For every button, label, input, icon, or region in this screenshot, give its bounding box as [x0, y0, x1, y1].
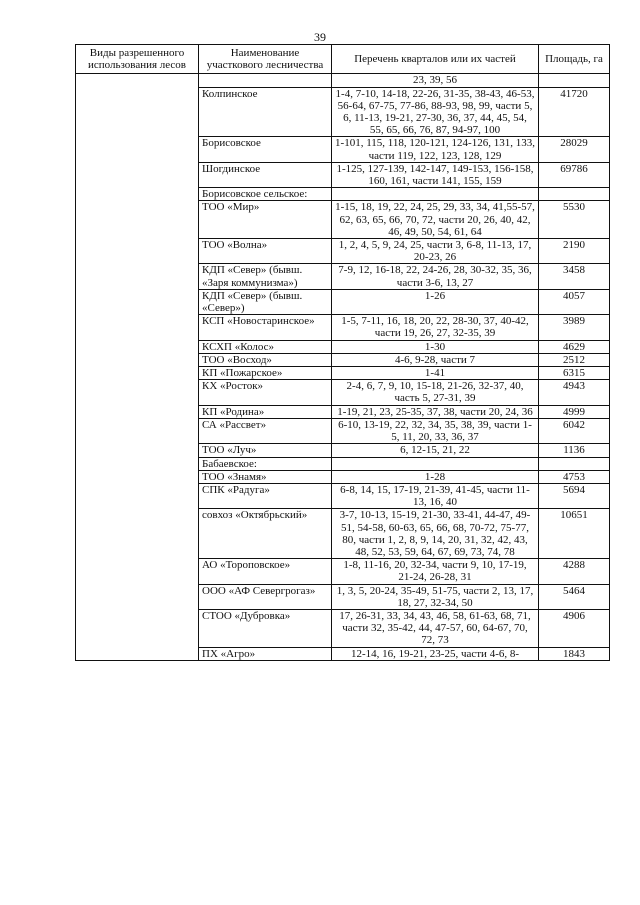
quarters-cell: 3-7, 10-13, 15-19, 21-30, 33-41, 44-47, 49-51, 54-58, 60-63, 65, 66, 68, 70-72, 75-77, 80, части 1, 2, 8, 9, 14, 20, 31, 32, 42, 43, 48, 52, 53, 59, 64, 67, 69, 73, 74, 78: [332, 509, 539, 559]
forestry-name-cell: Борисовское: [199, 137, 332, 162]
quarters-cell: 1-15, 18, 19, 22, 24, 25, 29, 33, 34, 41,55-57, 62, 63, 65, 66, 70, 72, части 20, 26, 40, 42, 46, 49, 50, 54, 61, 64: [332, 201, 539, 239]
quarters-cell: [332, 457, 539, 470]
forestry-name-cell: ТОО «Луч»: [199, 444, 332, 457]
forestry-name-cell: КП «Родина»: [199, 405, 332, 418]
table-body: [76, 74, 610, 660]
forestry-name-cell: КХ «Росток»: [199, 380, 332, 405]
area-cell: 5694: [539, 483, 610, 508]
area-cell: 2190: [539, 239, 610, 264]
quarters-cell: 1-125, 127-139, 142-147, 149-153, 156-158, 160, 161, части 141, 155, 159: [332, 162, 539, 187]
quarters-cell: 1-26: [332, 289, 539, 314]
forestry-name-cell: [199, 74, 332, 87]
quarters-cell: 4-6, 9-28, части 7: [332, 353, 539, 366]
area-cell: 4288: [539, 559, 610, 584]
forestry-name-cell: совхоз «Октябрьский»: [199, 509, 332, 559]
quarters-cell: 1-30: [332, 340, 539, 353]
area-cell: 41720: [539, 87, 610, 137]
forestry-name-cell: КДП «Север» (бывш. «Заря коммунизма»): [199, 264, 332, 289]
quarters-cell: 23, 39, 56: [332, 74, 539, 87]
quarters-cell: 6, 12-15, 21, 22: [332, 444, 539, 457]
area-cell: [539, 188, 610, 201]
quarters-cell: 17, 26-31, 33, 34, 43, 46, 58, 61-63, 68, 71, части 32, 35-42, 44, 47-57, 60, 64-67, 70, 72, 73: [332, 609, 539, 647]
area-cell: 4057: [539, 289, 610, 314]
forestry-name-cell: ТОО «Мир»: [199, 201, 332, 239]
forestry-name-cell: СПК «Радуга»: [199, 483, 332, 508]
area-cell: 5464: [539, 584, 610, 609]
area-cell: 4629: [539, 340, 610, 353]
quarters-cell: 6-8, 14, 15, 17-19, 21-39, 41-45, части 11-13, 16, 40: [332, 483, 539, 508]
quarters-cell: 6-10, 13-19, 22, 32, 34, 35, 38, 39, части 1-5, 11, 20, 33, 36, 37: [332, 418, 539, 443]
quarters-cell: 1-5, 7-11, 16, 18, 20, 22, 28-30, 37, 40-42, части 19, 26, 27, 32-35, 39: [332, 315, 539, 340]
area-cell: 1136: [539, 444, 610, 457]
quarters-cell: 1-4, 7-10, 14-18, 22-26, 31-35, 38-43, 46-53, 56-64, 67-75, 77-86, 88-93, 98, 99, части 5, 6, 11-13, 19-21, 27-30, 36, 37, 44, 45, 54, 55, 65, 66, 76, 87, 94-97, 100: [332, 87, 539, 137]
forestry-name-cell: Бабаевское:: [199, 457, 332, 470]
area-cell: 2512: [539, 353, 610, 366]
forestry-name-cell: СТОО «Дубровка»: [199, 609, 332, 647]
table-row: [76, 74, 610, 87]
forestry-name-cell: Колпинское: [199, 87, 332, 137]
area-cell: [539, 457, 610, 470]
quarters-cell: [332, 188, 539, 201]
quarters-cell: 2-4, 6, 7, 9, 10, 15-18, 21-26, 32-37, 40, часть 5, 27-31, 39: [332, 380, 539, 405]
area-cell: 4906: [539, 609, 610, 647]
quarters-cell: 12-14, 16, 19-21, 23-25, части 4-6, 8-: [332, 647, 539, 660]
header-forestry-name: Наименование участкового лесничества: [199, 45, 332, 74]
forestry-name-cell: Борисовское сельское:: [199, 188, 332, 201]
forestry-name-cell: Шогдинское: [199, 162, 332, 187]
quarters-cell: 1-28: [332, 470, 539, 483]
forestry-name-cell: КСП «Новостаринское»: [199, 315, 332, 340]
forestry-name-cell: КП «Пожарское»: [199, 367, 332, 380]
forestry-name-cell: ПХ «Агро»: [199, 647, 332, 660]
area-cell: 3458: [539, 264, 610, 289]
quarters-cell: 1-19, 21, 23, 25-35, 37, 38, части 20, 24, 36: [332, 405, 539, 418]
quarters-cell: 1-41: [332, 367, 539, 380]
quarters-cell: 7-9, 12, 16-18, 22, 24-26, 28, 30-32, 35, 36, части 3-6, 13, 27: [332, 264, 539, 289]
area-cell: 4753: [539, 470, 610, 483]
area-cell: [539, 74, 610, 87]
forestry-name-cell: ТОО «Знамя»: [199, 470, 332, 483]
quarters-cell: 1-8, 11-16, 20, 32-34, части 9, 10, 17-19, 21-24, 26-28, 31: [332, 559, 539, 584]
area-cell: 4943: [539, 380, 610, 405]
quarters-cell: 1-101, 115, 118, 120-121, 124-126, 131, 133, части 119, 122, 123, 128, 129: [332, 137, 539, 162]
page-number: 39: [314, 30, 326, 44]
forestry-name-cell: КСХП «Колос»: [199, 340, 332, 353]
header-use-type: Виды разрешенного использования лесов: [76, 45, 199, 74]
area-cell: 6042: [539, 418, 610, 443]
forestry-name-cell: КДП «Север» (бывш. «Север»): [199, 289, 332, 314]
forestry-name-cell: ООО «АФ Севергрогаз»: [199, 584, 332, 609]
area-cell: 5530: [539, 201, 610, 239]
quarters-cell: 1, 2, 4, 5, 9, 24, 25, части 3, 6-8, 11-13, 17, 20-23, 26: [332, 239, 539, 264]
area-cell: 28029: [539, 137, 610, 162]
header-quarters-list: Перечень кварталов или их частей: [332, 45, 539, 74]
area-cell: 1843: [539, 647, 610, 660]
forestry-name-cell: ТОО «Волна»: [199, 239, 332, 264]
forestry-name-cell: ТОО «Восход»: [199, 353, 332, 366]
forestry-name-cell: СА «Рассвет»: [199, 418, 332, 443]
table-header-row: [76, 45, 610, 74]
area-cell: 10651: [539, 509, 610, 559]
use-type-cell: [76, 74, 199, 660]
header-area: Площадь, га: [539, 45, 610, 74]
quarters-cell: 1, 3, 5, 20-24, 35-49, 51-75, части 2, 13, 17, 18, 27, 32-34, 50: [332, 584, 539, 609]
forest-quarters-table: [75, 44, 610, 661]
area-cell: 6315: [539, 367, 610, 380]
forestry-name-cell: АО «Тороповское»: [199, 559, 332, 584]
area-cell: 69786: [539, 162, 610, 187]
area-cell: 3989: [539, 315, 610, 340]
area-cell: 4999: [539, 405, 610, 418]
